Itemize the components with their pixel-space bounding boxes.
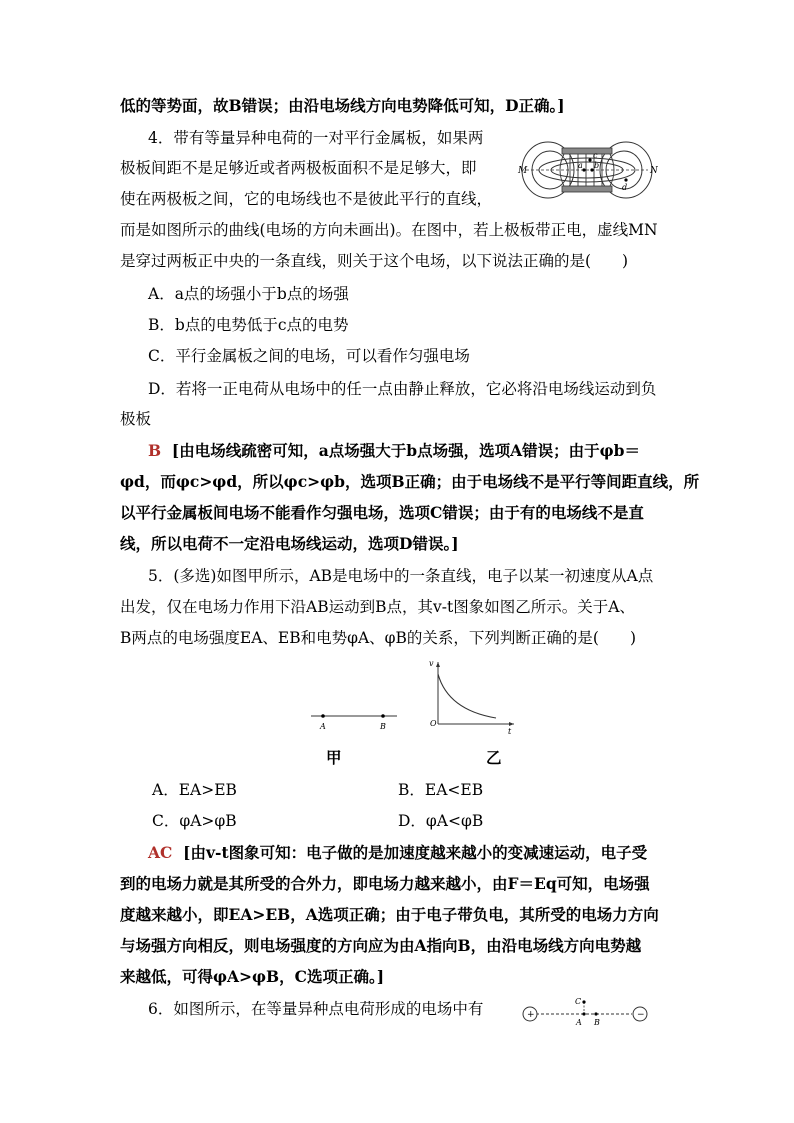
q4-stem-4: 而是如图所示的曲线(电场的方向未画出)。在图中，若上极板带正电，虚线MN <box>120 221 658 239</box>
point-charges-figure <box>518 994 658 1030</box>
parallel-plate-field-figure <box>516 136 658 200</box>
q5-answer-line-2: 到的电场力就是其所受的合外力，即电场力越来越小，由F＝Eq可知，电场强 <box>120 874 650 893</box>
line-prev-answer-end: 低的等势面，故B错误；由沿电场线方向电势降低可知，D正确。] <box>120 96 565 115</box>
label-v: v <box>429 659 434 668</box>
q5-option-a: A．EA>EB <box>152 781 237 799</box>
q5-answer-letter: AC <box>148 843 173 862</box>
q5-stem-1: 5．(多选)如图甲所示，AB是电场中的一条直线，电子以某一初速度从A点 <box>148 567 654 585</box>
figure-yi-caption: 乙 <box>486 748 502 767</box>
q4-answer-line-3: 以平行金属板间电场不能看作匀强电场，选项C错误；由于有的电场线不是直 <box>120 503 644 522</box>
label-b-point: B <box>594 1018 600 1027</box>
q4-stem-5: 是穿过两板正中央的一条直线，则关于这个电场，以下说法正确的是( ) <box>120 252 629 270</box>
label-a: a <box>578 161 583 170</box>
q5-answer-text-1: [由v-t图象可知：电子做的是加速度越来越小的变减速运动，电子受 <box>183 843 648 862</box>
q5-option-d: D．φA<φB <box>398 812 484 830</box>
q4-stem-2: 极板间距不是足够近或者两极板面积不是足够大，即 <box>120 159 477 177</box>
q5-answer-line-3: 度越来越小，即EA>EB，A选项正确；由于电子带负电，其所受的电场力方向 <box>120 905 659 924</box>
q4-answer-line-2: φd，而φc>φd，所以φc>φb，选项B正确；由于电场线不是平行等间距直线，所 <box>120 472 700 491</box>
q4-answer-letter: B <box>148 441 162 460</box>
q4-option-d-1: D．若将一正电荷从电场中的任一点由静止释放，它必将沿电场线运动到负 <box>148 380 657 398</box>
figure-jia-caption: 甲 <box>326 748 342 767</box>
q4-option-a: A．a点的场强小于b点的场强 <box>148 285 349 303</box>
q5-answer-line-5: 来越低，可得φA>φB，C选项正确。] <box>120 967 385 986</box>
q4-stem-3: 使在两极板之间，它的电场线也不是彼此平行的直线， <box>120 190 493 208</box>
label-a-point: A <box>576 1018 582 1027</box>
q6-stem-1: 6．如图所示，在等量异种点电荷形成的电场中有 <box>148 1000 484 1018</box>
q5-stem-3: B两点的电场强度EA、EB和电势φA、φB的关系，下列判断正确的是( ) <box>120 629 636 647</box>
q4-option-b: B．b点的电势低于c点的电势 <box>148 316 349 334</box>
label-b: b <box>594 161 600 170</box>
label-b-point: B <box>380 722 386 731</box>
q4-stem-1: 4．带有等量异种电荷的一对平行金属板，如果两 <box>148 129 484 147</box>
q5-answer-line-1 <box>148 843 647 863</box>
label-o: O <box>430 719 437 728</box>
label-m: M <box>518 166 528 176</box>
q5-option-b: B．EA<EB <box>398 781 484 799</box>
q4-option-d-2: 极板 <box>120 410 152 428</box>
q4-answer-text-1: [由电场线疏密可知，a点场强大于b点场强，选项A错误；由于φb＝ <box>171 441 641 460</box>
q5-option-c: C．φA>φB <box>152 812 237 830</box>
label-c: c <box>593 151 598 160</box>
minus-sign: − <box>637 1010 645 1020</box>
label-c-point: C <box>575 997 582 1006</box>
label-a-point: A <box>320 722 326 731</box>
figure-yi-vt-graph <box>424 656 520 734</box>
q4-answer-line-1 <box>148 441 640 461</box>
plus-sign: + <box>527 1010 535 1020</box>
q4-option-c: C．平行金属板之间的电场，可以看作匀强电场 <box>148 347 470 365</box>
label-d: d <box>622 183 628 192</box>
q5-answer-line-4: 与场强方向相反，则电场强度的方向应为由A指向B，由沿电场线方向电势越 <box>120 936 642 955</box>
q5-stem-2: 出发，仅在电场力作用下沿AB运动到B点，其v-t图象如图乙所示。关于A、 <box>120 598 635 616</box>
label-t: t <box>508 727 512 734</box>
q4-answer-line-4: 线，所以电荷不一定沿电场线运动，选项D错误。] <box>120 534 459 553</box>
label-n: N <box>650 166 658 176</box>
figure-jia-line-ab <box>305 706 405 736</box>
